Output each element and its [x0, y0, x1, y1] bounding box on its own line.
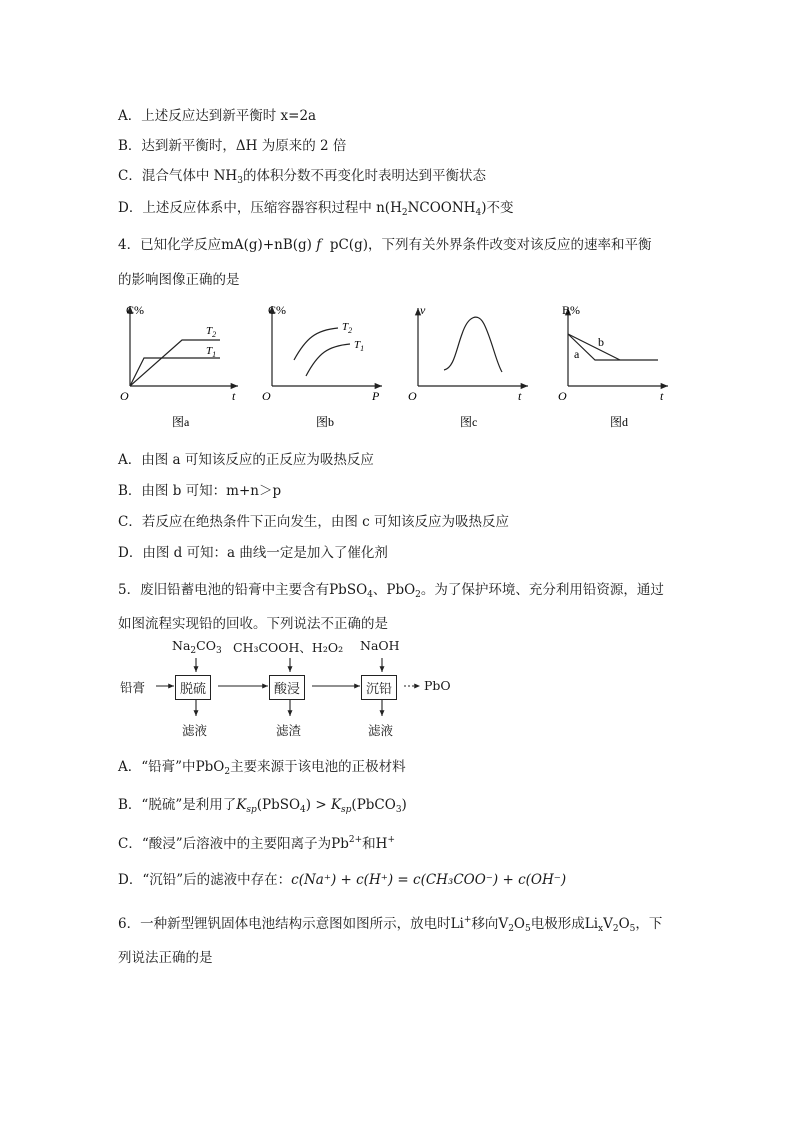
- graph-a: [120, 303, 238, 429]
- q5-stem: 5．废旧铅蓄电池的铅膏中主要含有PbSO$_4$、PbO$_2$。为了保护环境、充分利用铅资源，通过: [118, 582, 664, 600]
- q3-option-c: C．混合气体中 $NH_3$的体积分数不再变化时表明达到平衡状态: [118, 168, 486, 186]
- svg-text:O: O: [262, 389, 271, 403]
- svg-text:P: P: [372, 389, 380, 403]
- graph-d: [558, 303, 668, 429]
- svg-text:图d: 图d: [610, 415, 629, 429]
- svg-text:a: a: [574, 347, 580, 361]
- graph-a-origin: O: [120, 389, 129, 403]
- q4-option-d: D．由图 d 可知：a 曲线一定是加入了催化剂: [118, 545, 388, 561]
- svg-text:b: b: [598, 335, 604, 349]
- q4-option-a: A．由图 a 可知该反应的正反应为吸热反应: [118, 452, 374, 468]
- q4-option-c: C．若反应在绝热条件下正向发生，由图 c 可知该反应为吸热反应: [118, 514, 509, 530]
- svg-text:T1: $T_1$: [354, 339, 365, 353]
- svg-text:t: t: [660, 389, 664, 403]
- q3-option-a: A．上述反应达到新平衡时 x=2a: [118, 108, 317, 124]
- graph-b: [262, 303, 382, 429]
- q5-option-a: A．“铅膏”中PbO$_2$主要来源于该电池的正极材料: [118, 759, 406, 777]
- reagent-naoh: NaOH: [360, 638, 400, 653]
- reagent-acid: CH₃COOH、H₂O₂: [233, 640, 344, 655]
- graph-a-ylabel: C%: [126, 303, 144, 317]
- q6-stem: 6．一种新型锂钒固体电池结构示意图如图所示，放电时Li+移向$V_2O_5$电极形成$Li_xV_2O_5$，下: [118, 915, 663, 934]
- svg-text:C%: C%: [268, 303, 286, 317]
- waste-3: 滤液: [368, 723, 394, 738]
- svg-text:T2: $T_2$: [206, 325, 217, 339]
- waste-2: 滤渣: [276, 723, 302, 738]
- step-precipitate: 沉铅: [361, 675, 397, 700]
- graph-a-caption: 图a: [172, 415, 190, 429]
- q5-stem-line2: 如图流程实现铅的回收。下列说法不正确的是: [118, 616, 388, 632]
- svg-text:v: v: [420, 303, 426, 317]
- svg-text:图c: 图c: [460, 415, 478, 429]
- waste-1: 滤液: [182, 723, 208, 738]
- q3-option-d: D．上述反应体系中，压缩容器容积过程中 $n(H_2NCOONH_4)$不变: [118, 200, 514, 218]
- svg-text:T1: $T_1$: [206, 345, 217, 359]
- q5-option-d: D．“沉铅”后的滤液中存在：c(Na⁺) + c(H⁺) = c(CH₃COO⁻) + c(OH⁻): [118, 872, 567, 888]
- svg-text:T2: $T_2$: [342, 321, 353, 335]
- svg-text:O: O: [408, 389, 417, 403]
- q5-option-c: C．“酸浸”后溶液中的主要阳离子为$Pb^{2+}$和H+: [118, 835, 395, 852]
- graph-c: [408, 303, 528, 429]
- q3-option-b: B．达到新平衡时，ΔH 为原来的 2 倍: [118, 138, 347, 154]
- q4-stem-line2: 的影响图像正确的是: [118, 272, 240, 288]
- input-lead-paste: 铅膏: [120, 680, 146, 695]
- graph-a-xlabel: t: [232, 389, 236, 403]
- q4-stem: 4．已知化学反应mA(g)+nB(g) f pC(g)，下列有关外界条件改变对该反应的速率和平衡: [118, 237, 652, 253]
- svg-text:t: t: [518, 389, 522, 403]
- q4-option-b: B．由图 b 可知：m+n＞p: [118, 483, 282, 499]
- q4-graphs: [110, 298, 670, 434]
- svg-text:B%: B%: [562, 303, 580, 317]
- step-desulfurize: 脱硫: [175, 675, 211, 700]
- svg-text:图b: 图b: [316, 415, 335, 429]
- output-pbo: PbO: [424, 678, 451, 693]
- reagent-na2co3: $Na_2CO_3$: [172, 638, 222, 656]
- q6-stem-line2: 列说法正确的是: [118, 950, 213, 966]
- svg-text:O: O: [558, 389, 567, 403]
- q5-option-b: B．“脱硫”是利用了$K_{sp}(PbSO_4)$ > $K_{sp}(PbCO_3)$: [118, 797, 407, 815]
- step-acid-leach: 酸浸: [269, 675, 305, 700]
